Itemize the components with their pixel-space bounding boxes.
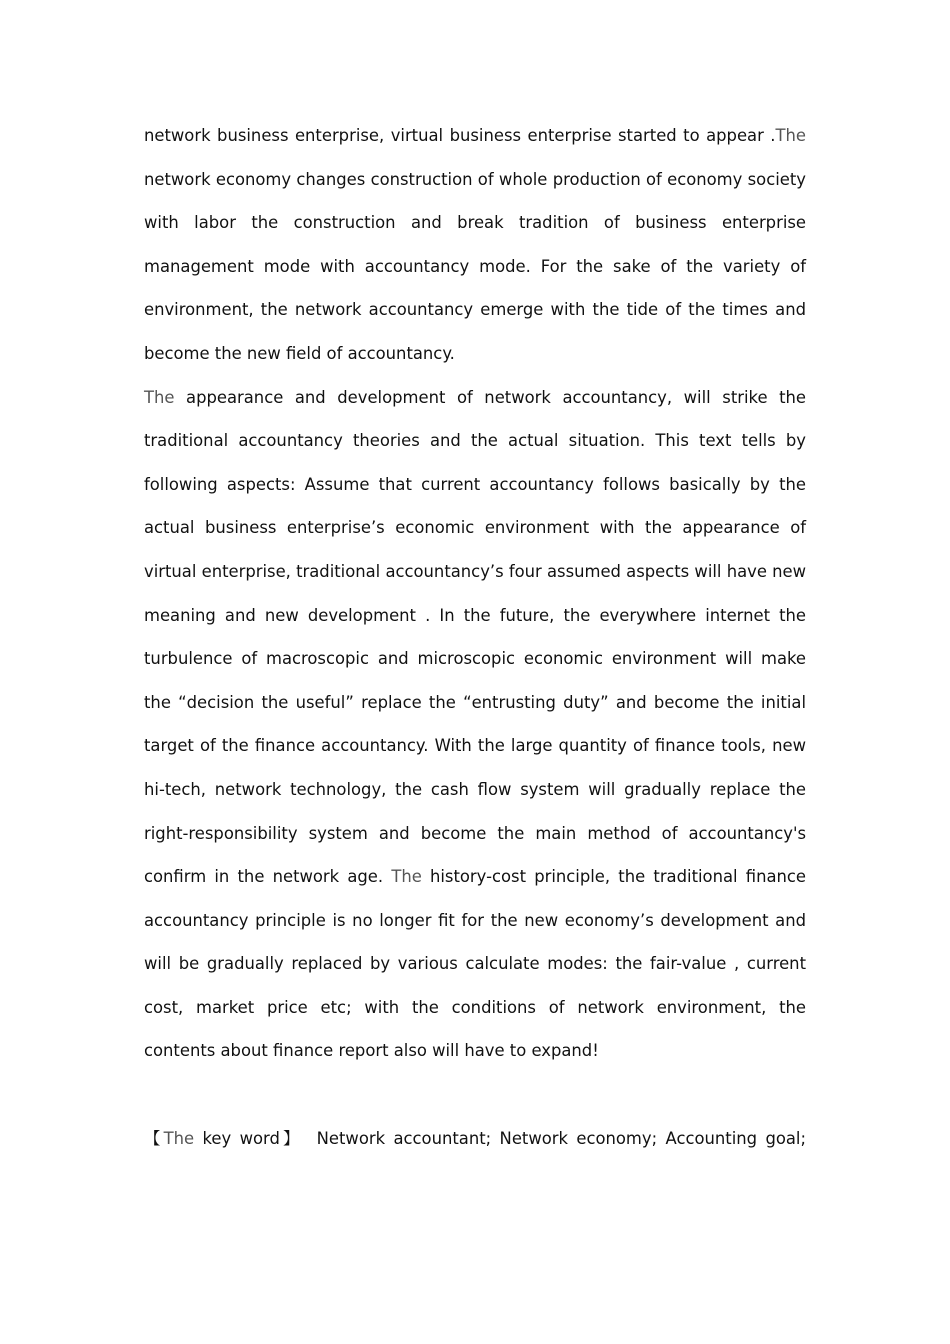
paragraph-network-accountancy-development: [144, 376, 806, 1074]
paragraph2-the-mid: The: [391, 867, 422, 887]
keywords-list: Network accountant; Network economy; Accounting goal;: [316, 1128, 806, 1148]
keywords-close-bracket: 】: [279, 1128, 303, 1148]
paragraph-spacer: [144, 1073, 806, 1117]
paragraph-network-accountancy-intro: [144, 114, 806, 376]
keywords-the: The: [163, 1128, 195, 1148]
keywords-line: [144, 1117, 806, 1161]
keywords-label: [144, 1129, 303, 1148]
paragraph2-text-b: history-cost principle, the traditional finance accountancy principle is no longer fit for the new economy’s development and will be gradually replaced by various calculate modes: the fair-value , current cost, market price etc; with the conditions of network environment, the contents about finance report also will have to expand!: [144, 867, 806, 1061]
paragraph2-the-start: The: [144, 387, 175, 407]
paragraph2-text-a: appearance and development of network accountancy, will strike the traditional accountancy theories and the actual situation. This text tells by following aspects: Assume that current accountancy follows basically by the actual business enterprise’s economic environment with the appearance of virtual enterprise, traditional accountancy’s four assumed aspects will have new meaning and new development . In the future, the everywhere internet the turbulence of macroscopic and microscopic economic environment will make the “decision the useful” replace the “entrusting duty” and become the initial target of the finance accountancy. With the large quantity of finance tools, new hi-tech, network technology, the cash flow system will gradually replace the right-responsibility system and become the main method of accountancy's confirm in the network age.: [144, 387, 807, 887]
paragraph1-the: The: [775, 126, 806, 145]
paragraph1-text-a: network business enterprise, virtual business enterprise started to appear .: [144, 126, 776, 145]
keywords-key-word: key word: [194, 1128, 280, 1148]
document-body: [144, 114, 806, 1160]
keywords-open-bracket: 【: [144, 1128, 164, 1148]
paragraph1-text-b: network economy changes construction of whole production of economy society with labor the construction and break tradition of business enterprise management mode with accountancy mode. For the sake of the variety of environment, the network accountancy emerge with the tide of the times and become the new field of accountancy.: [144, 169, 806, 363]
